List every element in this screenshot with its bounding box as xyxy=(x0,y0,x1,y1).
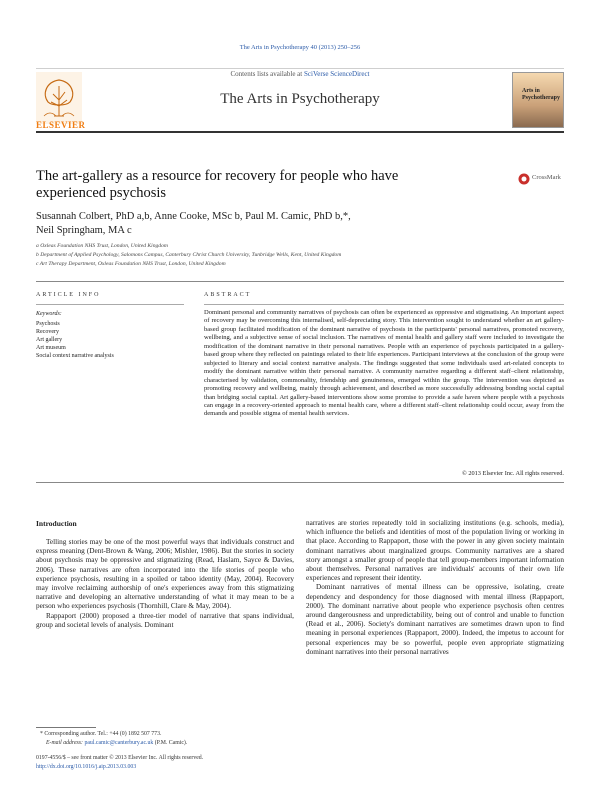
abstract-heading: ABSTRACT xyxy=(204,292,252,298)
article-title-line-2: experienced psychosis xyxy=(36,185,167,201)
paragraph: Rappaport (2000) proposed a three-tier model of narrative that spans individual, group and societal levels of analysis. Dominant xyxy=(36,611,294,629)
elsevier-tree-icon xyxy=(36,72,82,124)
section-heading-introduction: Introduction xyxy=(36,519,77,528)
body-column-left xyxy=(36,538,294,630)
crossmark-label: CrossMark xyxy=(532,174,561,181)
keywords-list xyxy=(36,320,114,360)
keyword: Art museum xyxy=(36,345,66,351)
keyword: Art gallery xyxy=(36,337,63,343)
email-suffix: (P.M. Camic). xyxy=(153,740,188,746)
journal-title: The Arts in Psychotherapy xyxy=(220,91,380,107)
doi-line xyxy=(36,764,136,770)
journal-reference[interactable]: The Arts in Psychotherapy 40 (2013) 250–256 xyxy=(239,44,361,51)
email-line xyxy=(46,740,187,746)
divider xyxy=(204,304,564,305)
article-info-heading: ARTICLE INFO xyxy=(36,292,101,298)
issn-line: 0197-4556/$ – see front matter © 2013 Elsevier Inc. All rights reserved. xyxy=(36,755,204,761)
copyright-notice: © 2013 Elsevier Inc. All rights reserved. xyxy=(461,470,564,477)
paragraph: narratives are stories repeatedly told in socializing institutions (e.g. schools, media), which influence the beliefs and identities of most of the population living or working in that place. According to Rappaport, those with the power in any given society maintain dominant narratives about marginalized groups. Community narratives are a shared story amongst a smaller group of people that tell group-members important information about themselves. Personal narratives are individuals' accounts of their own life experiences and represent their identity. xyxy=(306,519,564,583)
authors-line-2: Neil Springham, MA c xyxy=(36,225,132,236)
abstract-text: Dominant personal and community narratives of psychosis can often be experienced as oppressive and stigmatising. An important aspect of recovery may be overcoming this internalised, self-depreciating story. This intervention sought to understand whether an art gallery-based group facilitated modification of the dominant narrative of psychosis in the participants' personal narratives, promoted recovery, wellbeing, and a subjective sense of social inclusion. The narratives of mental health and gallery staff were included to investigate the modification of the dominant narrative in their personal narratives. People with an experience of psychosis participated in a gallery-based group where they reflected on paintings related to their life experiences. Participant interviews at the conclusion of the group were subjected to literary and social context narrative analysis. The findings suggested that some individuals used art-related concepts to modify the dominant narrative within their personal narrative. A community narrative regarding a different staff–client relationship, characterised by validation, commonality, friendship and genuineness, emerged within the group. The intervention was depicted as promoting recovery and wellbeing, mainly through achievement, and described as more successfully addressing bonding social capital than bridging social capital. Art gallery-based interventions show some promise to provide a safe haven where people with a psychosis can engage in a recovery-oriented approach to mental health care, where a different staff–client relationship could occur, away from the demands and possible stigma of mental health services. xyxy=(204,309,564,418)
divider xyxy=(36,482,564,483)
paragraph: Telling stories may be one of the most powerful ways that individuals construct and express meaning (Dent-Brown & Wang, 2006; Mishler, 1986). But the stories in society about psychosis may be oppressive and stigmatizing (Read, Haslam, Sayce & Davies, 2006). These narratives are often incorporated into the life stories of people who experience psychosis, resulting in a spoiled or taboo identity (May, 2004). Recovery may involve reclaiming authorship of one's experiences away from this stigmatizing narrative and developing an alternative understanding of what it may mean to be a person who experiences psychosis (Thornhill, Clare & May, 2004). xyxy=(36,538,294,611)
affiliation-a: a Oxleas Foundation NHS Trust, London, United Kingdom xyxy=(36,243,168,249)
doi-link[interactable]: http://dx.doi.org/10.1016/j.aip.2013.03.003 xyxy=(36,764,137,770)
sciencedirect-link[interactable]: SciVerse ScienceDirect xyxy=(304,70,370,78)
contents-prefix: Contents lists available at xyxy=(230,70,304,78)
affiliation-b: b Department of Applied Psychology, Salomons Campus, Canterbury Christ Church University, Tunbridge Wells, Kent, United Kingdom xyxy=(36,252,342,258)
paragraph: Dominant narratives of mental illness can be oppressive, isolating, create dependency and despondency for those diagnosed with mental illness (Rappaport, 2000). The dominant narrative about people who experience psychosis often centres around dangerousness and unpredictability, being out of control and unable to function (Read et al., 2006). Society's dominant narratives are sometimes drawn upon to find meaning in personal experiences (Rappaport, 2000). Indeed, the impetus to account for personal experiences may be so powerful, people even appropriate stigmatizing dominant narratives into their personal narratives xyxy=(306,583,564,656)
body-column-right xyxy=(306,519,564,657)
keyword: Social context narrative analysis xyxy=(36,353,114,359)
journal-cover-title: Arts in Psychotherapy xyxy=(522,88,560,101)
affiliation-c: c Art Therapy Department, Oxleas Foundation NHS Trust, London, United Kingdom xyxy=(36,261,226,267)
crossmark-icon xyxy=(518,173,530,185)
keyword: Psychosis xyxy=(36,321,60,327)
email-link[interactable]: paul.camic@canterbury.ac.uk xyxy=(84,740,154,746)
publisher-logo-text: ELSEVIER xyxy=(36,120,86,130)
keywords-label: Keywords: xyxy=(36,311,62,317)
corresponding-author-note: * Corresponding author. Tel.: +44 (0) 1892 507 773. xyxy=(40,731,162,737)
article-title-line-1: The art-gallery as a resource for recovery for people who have xyxy=(36,168,399,184)
divider xyxy=(36,281,564,282)
contents-line xyxy=(120,70,480,78)
crossmark-badge[interactable] xyxy=(518,172,566,186)
footnote-divider xyxy=(36,727,96,728)
divider xyxy=(36,304,184,305)
authors-line-1: Susannah Colbert, PhD a,b, Anne Cooke, MSc b, Paul M. Camic, PhD b,*, xyxy=(36,211,351,222)
author-list xyxy=(36,210,496,238)
keyword: Recovery xyxy=(36,329,59,335)
article-title xyxy=(36,168,476,202)
email-label: E-mail address: xyxy=(46,740,85,746)
